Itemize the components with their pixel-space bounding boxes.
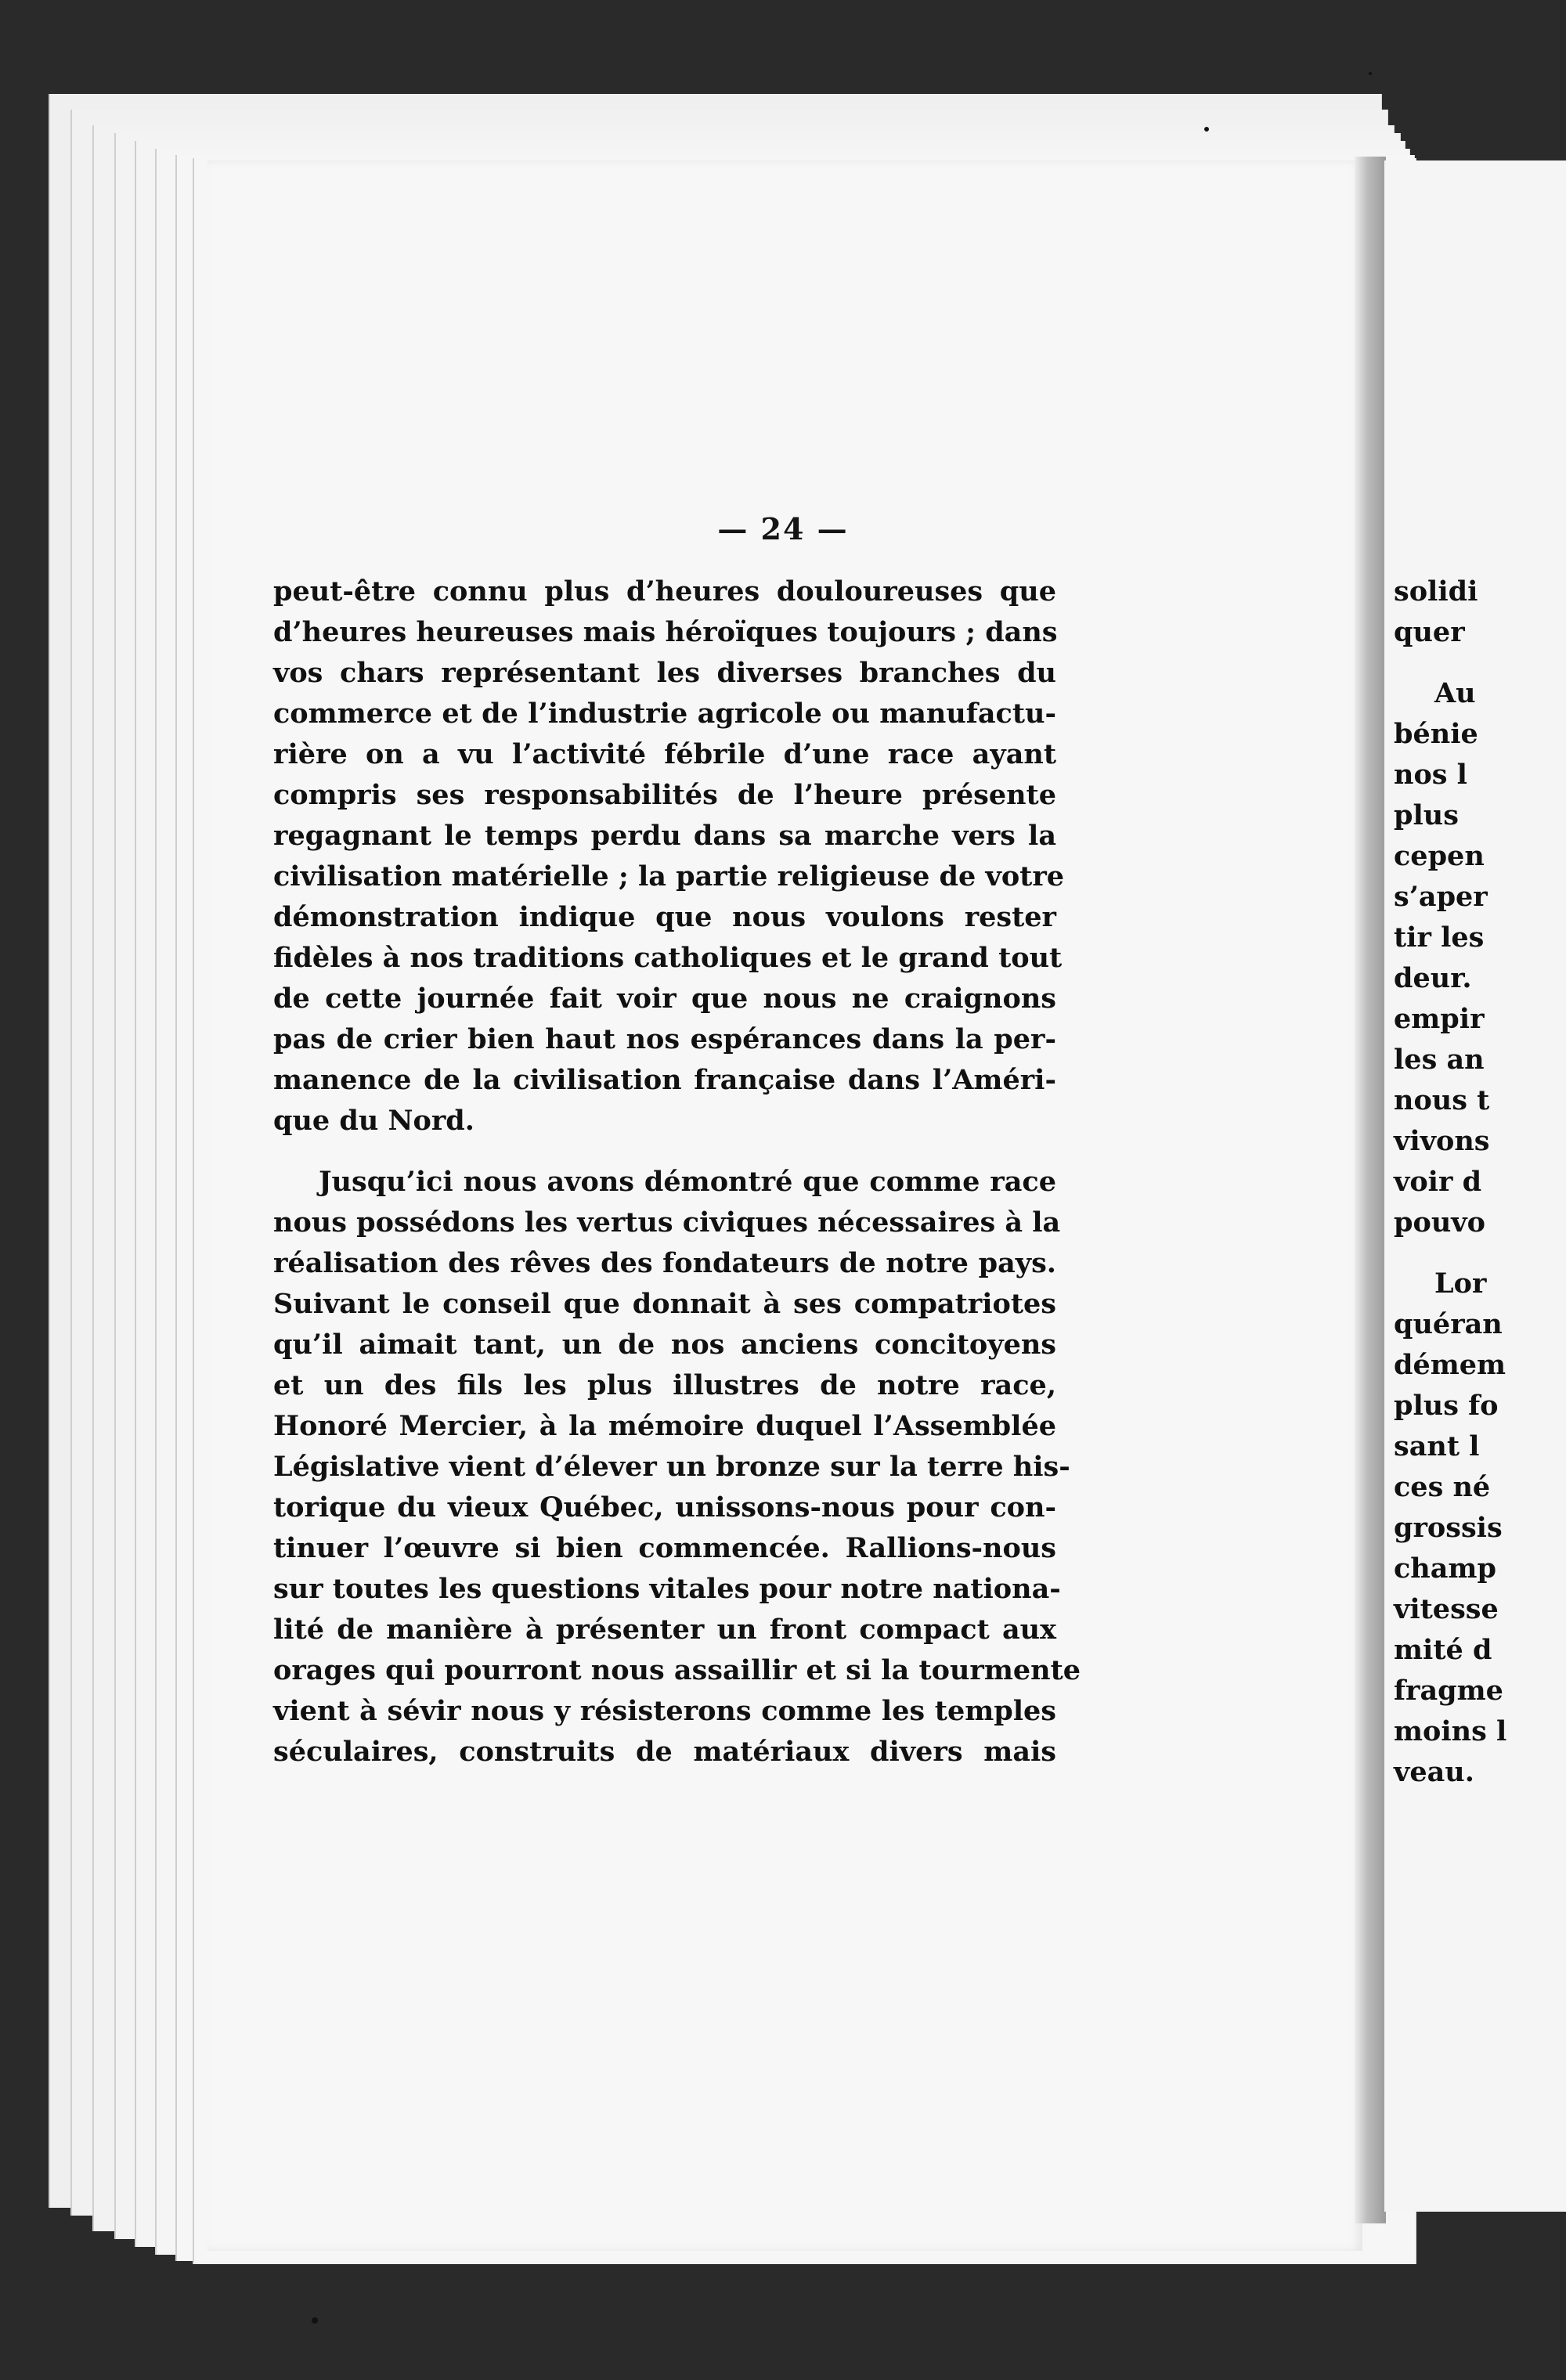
paragraph [273,572,1065,1141]
text-line: torique du vieux Québec, unissons-nous pour con- [273,1491,1056,1524]
text-line: vos chars représentant les diverses branches du [273,657,1056,689]
right-page-line: empir [1394,1003,1485,1035]
right-page-line: deur. [1394,962,1472,994]
text-line: Jusqu’ici nous avons démontré que comme race [319,1166,1056,1198]
right-page-line: moins l [1394,1715,1507,1747]
text-line: démonstration indique que nous voulons rester [273,901,1056,933]
text-line: séculaires, construits de matériaux divers mais [273,1736,1056,1768]
right-page-line: les an [1394,1044,1485,1076]
right-page-line: quer [1394,616,1465,648]
dust-speck [1369,72,1372,75]
text-line: et un des fils les plus illustres de notre race, [273,1369,1056,1401]
right-page-line: Au [1434,677,1476,709]
right-page-line: solidi [1394,575,1478,608]
dust-speck [312,2317,318,2324]
right-page-line: tir les [1394,921,1485,954]
right-page-line: bénie [1394,718,1478,750]
paragraph [273,1162,1081,1772]
right-page-line: sant l [1394,1430,1480,1462]
text-line: civilisation matérielle ; la partie religieuse de votre [273,860,1065,892]
text-line: sur toutes les questions vitales pour notre nationa- [273,1573,1061,1605]
right-page-line: plus fo [1394,1390,1499,1422]
right-page-line: vivons [1394,1125,1490,1157]
right-page-line: quéran [1394,1308,1503,1340]
right-page-line: ces né [1394,1471,1491,1503]
right-page-line: veau. [1394,1756,1474,1788]
text-line: peut-être connu plus d’heures douloureuses que [273,575,1056,608]
text-line: nous possédons les vertus civiques nécessaires à la [273,1206,1061,1239]
right-page-line: mité d [1394,1634,1492,1666]
text-line: de cette journée fait voir que nous ne craignons [273,983,1056,1015]
text-line: qu’il aimait tant, un de nos anciens concitoyens [273,1329,1056,1361]
text-line: manence de la civilisation française dans l’Améri- [273,1064,1056,1096]
text-line: que du Nord. [273,1105,474,1137]
text-line: regagnant le temps perdu dans sa marche vers la [273,820,1056,852]
right-page-line: nos l [1394,759,1467,791]
text-line: rière on a vu l’activité fébrile d’une race ayant [273,738,1056,770]
text-line: Honoré Mercier, à la mémoire duquel l’Assemblée [273,1410,1056,1442]
right-page-line: plus [1394,799,1459,831]
right-page-line: nous t [1394,1084,1490,1116]
right-page-line: vitesse [1394,1593,1499,1625]
right-page-line: champ [1394,1552,1496,1585]
right-page-line: s’aper [1394,881,1488,913]
text-line: d’heures heureuses mais héroïques toujours ; dans [273,616,1058,648]
text-line: tinuer l’œuvre si bien commencée. Rallions-nous [273,1532,1056,1564]
right-page-line: Lor [1434,1268,1487,1300]
page-number: — 24 — [717,511,849,546]
text-line: lité de manière à présenter un front compact aux [273,1614,1056,1646]
text-line: vient à sévir nous y résisterons comme les temples [273,1695,1056,1727]
right-page-line: grossis [1394,1512,1503,1544]
text-line: Législative vient d’élever un bronze sur la terre his- [273,1451,1070,1483]
book-gutter [1355,157,1386,2223]
text-line: fidèles à nos traditions catholiques et le grand tout [273,942,1063,974]
right-page-line: pouvo [1394,1206,1485,1239]
right-page-line: cepen [1394,840,1485,872]
right-page-text [1394,572,1566,1793]
page-body-text [273,572,1081,1772]
right-page-line: voir d [1394,1166,1482,1198]
text-line: orages qui pourront nous assaillir et si la tourmente [273,1654,1081,1686]
text-line: compris ses responsabilités de l’heure présente [273,779,1056,811]
text-line: réalisation des rêves des fondateurs de notre pays. [273,1247,1056,1279]
text-line: Suivant le conseil que donnait à ses compatriotes [273,1288,1056,1320]
text-line: pas de crier bien haut nos espérances dans la per- [273,1023,1056,1055]
dust-speck [1204,127,1209,132]
right-page-line: fragme [1394,1675,1503,1707]
right-page [1384,160,1566,2212]
text-line: commerce et de l’industrie agricole ou manufactu- [273,698,1056,730]
right-page-line: démem [1394,1349,1506,1381]
